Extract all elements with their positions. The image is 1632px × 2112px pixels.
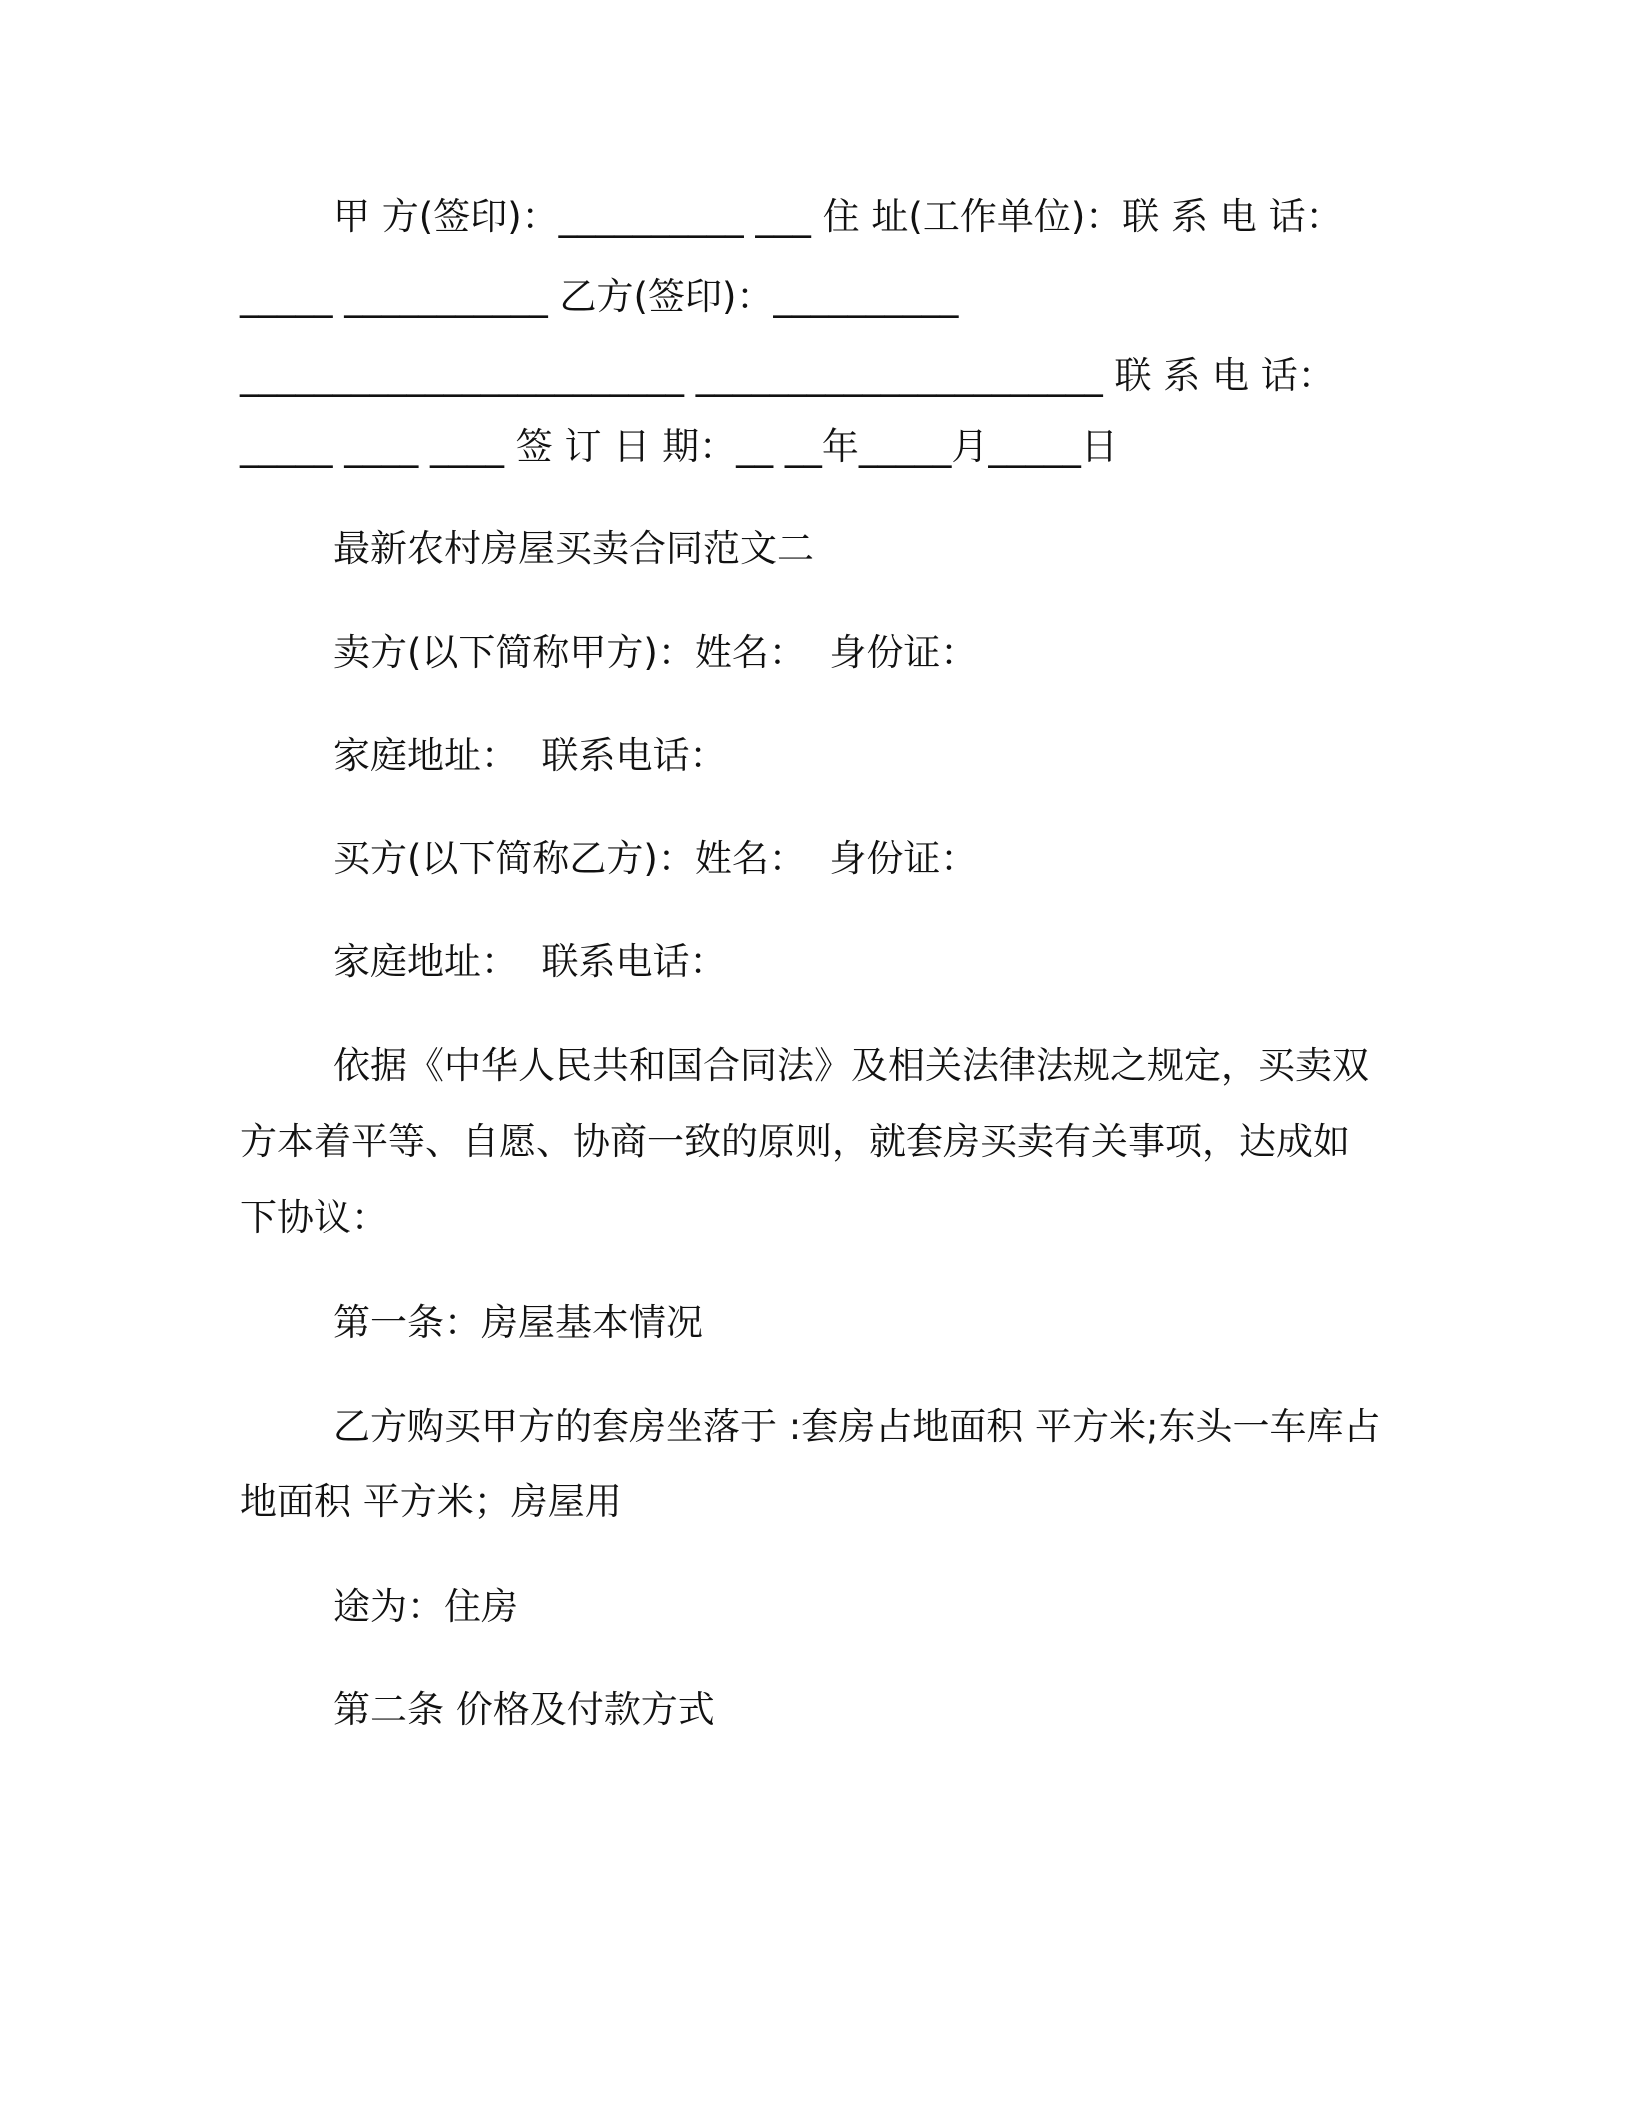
signature-line-2: _____ ___________ 乙方(签印)：__________ [240, 275, 959, 318]
article-1-use: 途为：住房 [333, 1585, 518, 1628]
preamble-line-3: 下协议： [240, 1196, 388, 1239]
signature-line-4: _____ ____ ____ 签 订 日 期：__ __年_____月_____日 [240, 425, 1118, 468]
seller-line: 卖方(以下简称甲方)：姓名： 身份证： [333, 631, 978, 674]
article-1-body-line-1: 乙方购买甲方的套房坐落于 :套房占地面积 平方米;东头一车库占 [333, 1405, 1381, 1448]
seller-address-line: 家庭地址： 联系电话： [333, 734, 727, 777]
buyer-address-line: 家庭地址： 联系电话： [333, 940, 727, 983]
article-2-title: 第二条 价格及付款方式 [333, 1688, 715, 1731]
signature-line-3: ________________________ ______________________ 联 系 电 话： [240, 354, 1335, 397]
section-title: 最新农村房屋买卖合同范文二 [333, 527, 814, 570]
article-1-title: 第一条：房屋基本情况 [333, 1301, 703, 1344]
preamble-line-2: 方本着平等、自愿、协商一致的原则，就套房买卖有关事项，达成如 [240, 1120, 1350, 1163]
buyer-line: 买方(以下简称乙方)：姓名： 身份证： [333, 837, 978, 880]
signature-line-1: 甲 方(签印)：__________ ___ 住 址(工作单位)：联 系 电 话： [333, 195, 1343, 238]
article-1-body-line-2: 地面积 平方米；房屋用 [240, 1480, 622, 1523]
preamble-line-1: 依据《中华人民共和国合同法》及相关法律法规之规定，买卖双 [333, 1044, 1369, 1087]
